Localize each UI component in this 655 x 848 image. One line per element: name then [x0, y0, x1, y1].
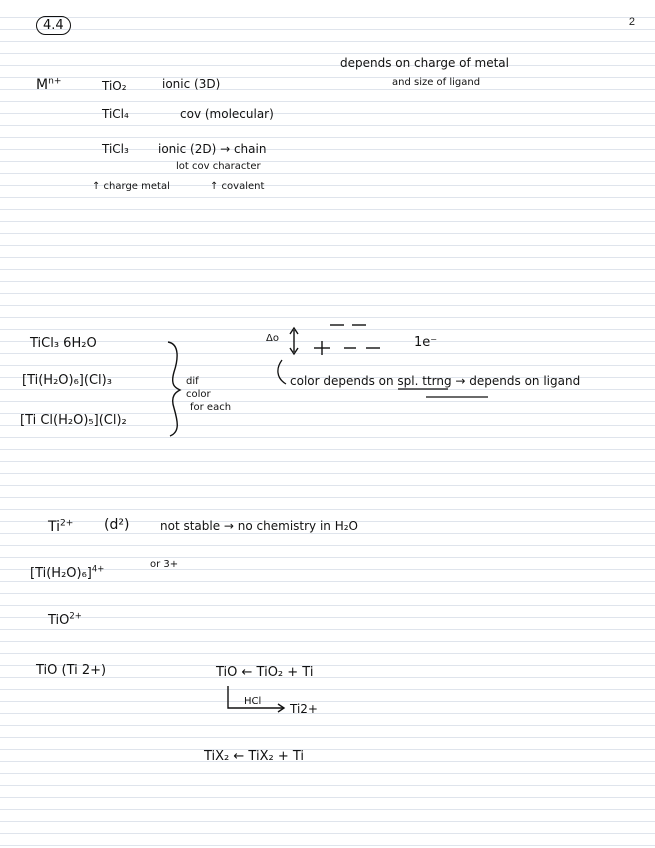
reaction-tio: TiO ← TiO₂ + Ti [216, 665, 314, 680]
delta-o-label: Δo [266, 333, 279, 344]
not-stable-note: not stable → no chemistry in H₂O [160, 519, 359, 533]
hcl-arrow [228, 686, 284, 712]
energy-levels [314, 325, 380, 355]
complex-ti-hexaaqua: $[Ti(H_2O)_6]^{4+}$ [30, 563, 105, 581]
ti2plus-label: $Ti^{2+}$ [48, 518, 74, 535]
tio2-label: TiO₂ [102, 79, 127, 93]
curly-brace [168, 342, 180, 436]
metal-ion-label: $M^{n+}$ [36, 76, 62, 93]
ticl3-description: ionic (2D) → chain [158, 142, 267, 156]
curved-arrow [278, 360, 286, 384]
tio2plus-label: TiO$^{2+}$ [48, 610, 82, 628]
brace-note-dif: dif [186, 376, 199, 387]
reaction-tix2: TiX₂ ← TiX₂ + Ti [204, 749, 305, 764]
one-electron-label: 1e⁻ [414, 335, 438, 350]
hcl-label: HCl [244, 696, 262, 707]
delta-o-arrow [290, 328, 298, 354]
charge-metal-note: ↑ charge metal [92, 181, 170, 192]
brace-note-for-each: for each [190, 402, 232, 413]
page-number: 2 [628, 16, 635, 28]
complex-hexaaqua: [Ti(H₂O)₆](Cl)₃ [22, 373, 112, 388]
or-3plus-note: or 3+ [150, 559, 179, 570]
covalent-note: ↑ covalent [210, 181, 265, 192]
complex-chloro-pentaaqua: [Ti Cl(H₂O)₅](Cl)₂ [20, 413, 127, 428]
section-label: 4.4 [36, 16, 71, 35]
ticl3-note: lot cov character [176, 161, 261, 172]
tio-ti2-label: TiO (Ti 2+) [36, 663, 107, 678]
ticl4-label: TiCl₄ [102, 107, 129, 121]
d2-config: (d²) [104, 517, 130, 533]
ticl4-description: cov (molecular) [180, 107, 274, 121]
ticl3-label: TiCl₃ [102, 142, 129, 156]
color-depends-note: color depends on spl. ttrng → depends on ligand [290, 374, 581, 388]
brace-note-color: color [186, 389, 211, 400]
tio2-description: ionic (3D) [162, 77, 221, 91]
depends-line-1: depends on charge of metal [340, 56, 509, 70]
ti2-product: Ti2+ [290, 702, 318, 716]
depends-line-2: and size of ligand [392, 77, 481, 88]
ticl3-hydrate: TiCl₃ 6H₂O [30, 336, 97, 351]
